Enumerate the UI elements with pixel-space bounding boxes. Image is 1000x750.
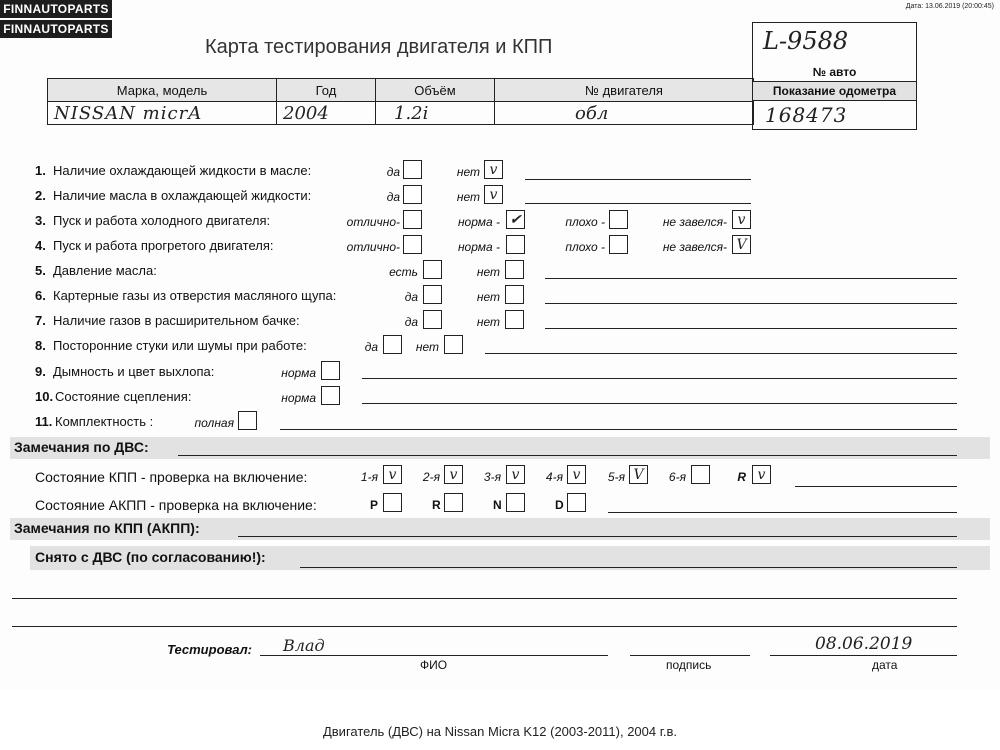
volume-value: 1.2i bbox=[376, 102, 495, 125]
auto-pos-p-checkbox[interactable] bbox=[383, 493, 402, 512]
auto-number-box bbox=[752, 22, 917, 130]
item-9-notes-line bbox=[362, 378, 957, 379]
engine-no-value: обл bbox=[495, 102, 754, 125]
item-3-label bbox=[35, 213, 270, 228]
vehicle-info-table bbox=[47, 78, 754, 125]
item-8-label bbox=[35, 338, 307, 353]
gear-reverse-label: R bbox=[737, 470, 746, 484]
gear-4-checkbox[interactable]: v bbox=[567, 465, 586, 484]
item-8-no-label: нет bbox=[415, 340, 439, 354]
item-3-number: 3. bbox=[35, 213, 46, 228]
item-7-number: 7. bbox=[35, 313, 46, 328]
item-11-label bbox=[35, 414, 153, 429]
item-4-bad-checkbox[interactable] bbox=[609, 235, 628, 254]
gear-3-checkbox[interactable]: v bbox=[506, 465, 525, 484]
sign-line bbox=[630, 655, 750, 656]
removed-line-2 bbox=[12, 598, 957, 599]
item-2-text: Наличие масла в охлаждающей жидкости: bbox=[53, 188, 312, 203]
item-4-text: Пуск и работа прогретого двигателя: bbox=[53, 238, 274, 253]
item-8-no-checkbox[interactable] bbox=[444, 335, 463, 354]
gear-1-checkbox[interactable]: v bbox=[383, 465, 402, 484]
item-3-not-started-checkbox[interactable]: v bbox=[732, 210, 751, 229]
removed-line-3 bbox=[12, 626, 957, 627]
item-5-yes-checkbox[interactable] bbox=[423, 260, 442, 279]
item-9-normal-checkbox[interactable] bbox=[321, 361, 340, 380]
item-7-yes-label: да bbox=[404, 315, 418, 329]
manual-gearbox-notes-line bbox=[795, 486, 957, 487]
item-4-bad-label: плохо - bbox=[565, 240, 605, 254]
item-1-label bbox=[35, 163, 311, 178]
item-3-text: Пуск и работа холодного двигателя: bbox=[53, 213, 271, 228]
item-10-text: Состояние сцепления: bbox=[55, 389, 192, 404]
item-4-not-started-checkbox[interactable]: V bbox=[732, 235, 751, 254]
auto-number-label: № авто bbox=[812, 65, 857, 79]
auto-pos-n-checkbox[interactable] bbox=[506, 493, 525, 512]
item-4-normal-checkbox[interactable] bbox=[506, 235, 525, 254]
item-7-notes-line bbox=[545, 328, 957, 329]
item-4-not-started-label: не завелся- bbox=[662, 240, 727, 254]
item-8-yes-checkbox[interactable] bbox=[383, 335, 402, 354]
brand-logo: FINNAUTOPARTS bbox=[0, 0, 112, 18]
item-10-normal-checkbox[interactable] bbox=[321, 386, 340, 405]
item-11-notes-line bbox=[280, 429, 957, 430]
gear-6-checkbox[interactable] bbox=[691, 465, 710, 484]
item-8-yes-label: да bbox=[364, 340, 378, 354]
tester-name-value: Влад bbox=[283, 636, 325, 655]
item-9-text: Дымность и цвет выхлопа: bbox=[53, 364, 215, 379]
item-10-notes-line bbox=[362, 403, 957, 404]
item-2-yes-checkbox[interactable] bbox=[403, 185, 422, 204]
item-1-yes-label: да bbox=[386, 165, 400, 179]
item-7-no-checkbox[interactable] bbox=[505, 310, 524, 329]
auto-pos-n-label: N bbox=[493, 498, 502, 512]
item-4-normal-label: норма - bbox=[457, 240, 500, 254]
item-11-complete-label: полная bbox=[194, 416, 234, 430]
tested-by-label: Тестировал: bbox=[167, 642, 252, 657]
item-9-normal-label: норма bbox=[281, 366, 316, 380]
item-7-no-label: нет bbox=[476, 315, 500, 329]
column-header-engine-no: № двигателя bbox=[495, 79, 754, 102]
item-8-notes-line bbox=[485, 353, 957, 354]
item-1-no-label: нет bbox=[456, 165, 480, 179]
gearbox-notes-label: Замечания по КПП (АКПП): bbox=[14, 520, 200, 536]
item-5-notes-line bbox=[545, 278, 957, 279]
item-6-no-label: нет bbox=[476, 290, 500, 304]
sign-label: подпись bbox=[666, 658, 712, 672]
gear-1-label: 1-я bbox=[360, 470, 378, 484]
manual-gearbox-label: Состояние КПП - проверка на включение: bbox=[35, 469, 308, 485]
item-6-notes-line bbox=[545, 303, 957, 304]
item-4-label bbox=[35, 238, 273, 253]
item-2-label bbox=[35, 188, 311, 203]
item-3-normal-label: норма - bbox=[457, 215, 500, 229]
gearbox-notes-line bbox=[238, 536, 957, 537]
odometer-label: Показание одометра bbox=[753, 81, 916, 101]
item-3-excellent-label: отлично- bbox=[346, 215, 400, 229]
item-10-normal-label: норма bbox=[281, 391, 316, 405]
item-6-text: Картерные газы из отверстия масляного щупа: bbox=[53, 288, 337, 303]
column-header-model: Марка, модель bbox=[48, 79, 277, 102]
item-3-excellent-checkbox[interactable] bbox=[403, 210, 422, 229]
auto-gearbox-notes-line bbox=[608, 512, 957, 513]
item-7-yes-checkbox[interactable] bbox=[423, 310, 442, 329]
auto-pos-r-label: R bbox=[432, 498, 441, 512]
item-5-yes-label: есть bbox=[389, 265, 418, 279]
item-6-number: 6. bbox=[35, 288, 46, 303]
engine-notes-line bbox=[178, 455, 957, 456]
item-3-bad-checkbox[interactable] bbox=[609, 210, 628, 229]
gear-6-label: 6-я bbox=[668, 470, 686, 484]
year-value: 2004 bbox=[277, 102, 376, 125]
auto-number-value: L-9588 bbox=[763, 27, 849, 55]
item-1-text: Наличие охлаждающей жидкости в масле: bbox=[53, 163, 312, 178]
item-4-excellent-checkbox[interactable] bbox=[403, 235, 422, 254]
item-1-notes-line bbox=[525, 179, 751, 180]
date-label: дата bbox=[872, 658, 898, 672]
item-5-no-checkbox[interactable] bbox=[505, 260, 524, 279]
auto-pos-r-checkbox[interactable] bbox=[444, 493, 463, 512]
brand-logo-secondary: FINNAUTOPARTS bbox=[0, 20, 112, 38]
gear-2-label: 2-я bbox=[422, 470, 440, 484]
item-6-yes-checkbox[interactable] bbox=[423, 285, 442, 304]
item-5-text: Давление масла: bbox=[53, 263, 157, 278]
item-6-no-checkbox[interactable] bbox=[505, 285, 524, 304]
item-6-yes-label: да bbox=[404, 290, 418, 304]
model-value: NISSAN micrA bbox=[48, 102, 277, 125]
item-2-number: 2. bbox=[35, 188, 46, 203]
item-3-bad-label: плохо - bbox=[565, 215, 605, 229]
item-8-number: 8. bbox=[35, 338, 46, 353]
item-4-excellent-label: отлично- bbox=[346, 240, 400, 254]
item-11-complete-checkbox[interactable] bbox=[238, 411, 257, 430]
item-10-label bbox=[35, 389, 191, 404]
auto-gearbox-label: Состояние АКПП - проверка на включение: bbox=[35, 497, 317, 513]
auto-pos-d-checkbox[interactable] bbox=[567, 493, 586, 512]
item-5-no-label: нет bbox=[476, 265, 500, 279]
item-5-number: 5. bbox=[35, 263, 46, 278]
odometer-value: 168473 bbox=[765, 103, 848, 127]
item-1-no-checkbox[interactable]: v bbox=[484, 160, 503, 179]
column-header-volume: Объём bbox=[376, 79, 495, 102]
gear-reverse-checkbox[interactable]: v bbox=[752, 465, 771, 484]
auto-pos-p-label: P bbox=[370, 498, 379, 512]
item-2-no-label: нет bbox=[456, 190, 480, 204]
item-6-label bbox=[35, 288, 336, 303]
item-7-label bbox=[35, 313, 300, 328]
date-value: 08.06.2019 bbox=[815, 634, 913, 654]
removed-label: Снято с ДВС (по согласованию!): bbox=[35, 549, 266, 565]
item-4-number: 4. bbox=[35, 238, 46, 253]
item-1-yes-checkbox[interactable] bbox=[403, 160, 422, 179]
item-9-number: 9. bbox=[35, 364, 46, 379]
fio-line bbox=[260, 655, 608, 656]
date-line bbox=[770, 655, 957, 656]
column-header-year: Год bbox=[277, 79, 376, 102]
item-11-text: Комплектность : bbox=[55, 414, 154, 429]
gear-5-label: 5-я bbox=[607, 470, 625, 484]
item-9-label bbox=[35, 364, 214, 379]
gear-4-label: 4-я bbox=[545, 470, 563, 484]
auto-pos-d-label: D bbox=[555, 498, 564, 512]
item-1-number: 1. bbox=[35, 163, 46, 178]
item-11-number: 11. bbox=[35, 414, 53, 429]
item-10-number: 10. bbox=[35, 389, 54, 404]
item-2-yes-label: да bbox=[386, 190, 400, 204]
item-5-label bbox=[35, 263, 157, 278]
gear-5-checkbox[interactable]: V bbox=[629, 465, 648, 484]
engine-notes-label: Замечания по ДВС: bbox=[14, 439, 149, 455]
item-2-no-checkbox[interactable]: v bbox=[484, 185, 503, 204]
item-8-text: Посторонние стуки или шумы при работе: bbox=[53, 338, 307, 353]
gear-3-label: 3-я bbox=[483, 470, 501, 484]
item-3-normal-checkbox[interactable]: ✔ bbox=[506, 210, 525, 229]
gear-2-checkbox[interactable]: v bbox=[444, 465, 463, 484]
removed-line-1 bbox=[300, 567, 957, 568]
fio-label: ФИО bbox=[420, 658, 448, 672]
image-caption: Двигатель (ДВС) на Nissan Micra K12 (2003-2011), 2004 г.в. bbox=[322, 724, 678, 739]
item-2-notes-line bbox=[525, 203, 751, 204]
item-3-not-started-label: не завелся- bbox=[662, 215, 727, 229]
page-title: Карта тестирования двигателя и КПП bbox=[205, 36, 553, 58]
item-7-text: Наличие газов в расширительном бачке: bbox=[53, 313, 300, 328]
print-datestamp: Дата: 13.06.2019 (20:00:45) bbox=[905, 3, 994, 10]
